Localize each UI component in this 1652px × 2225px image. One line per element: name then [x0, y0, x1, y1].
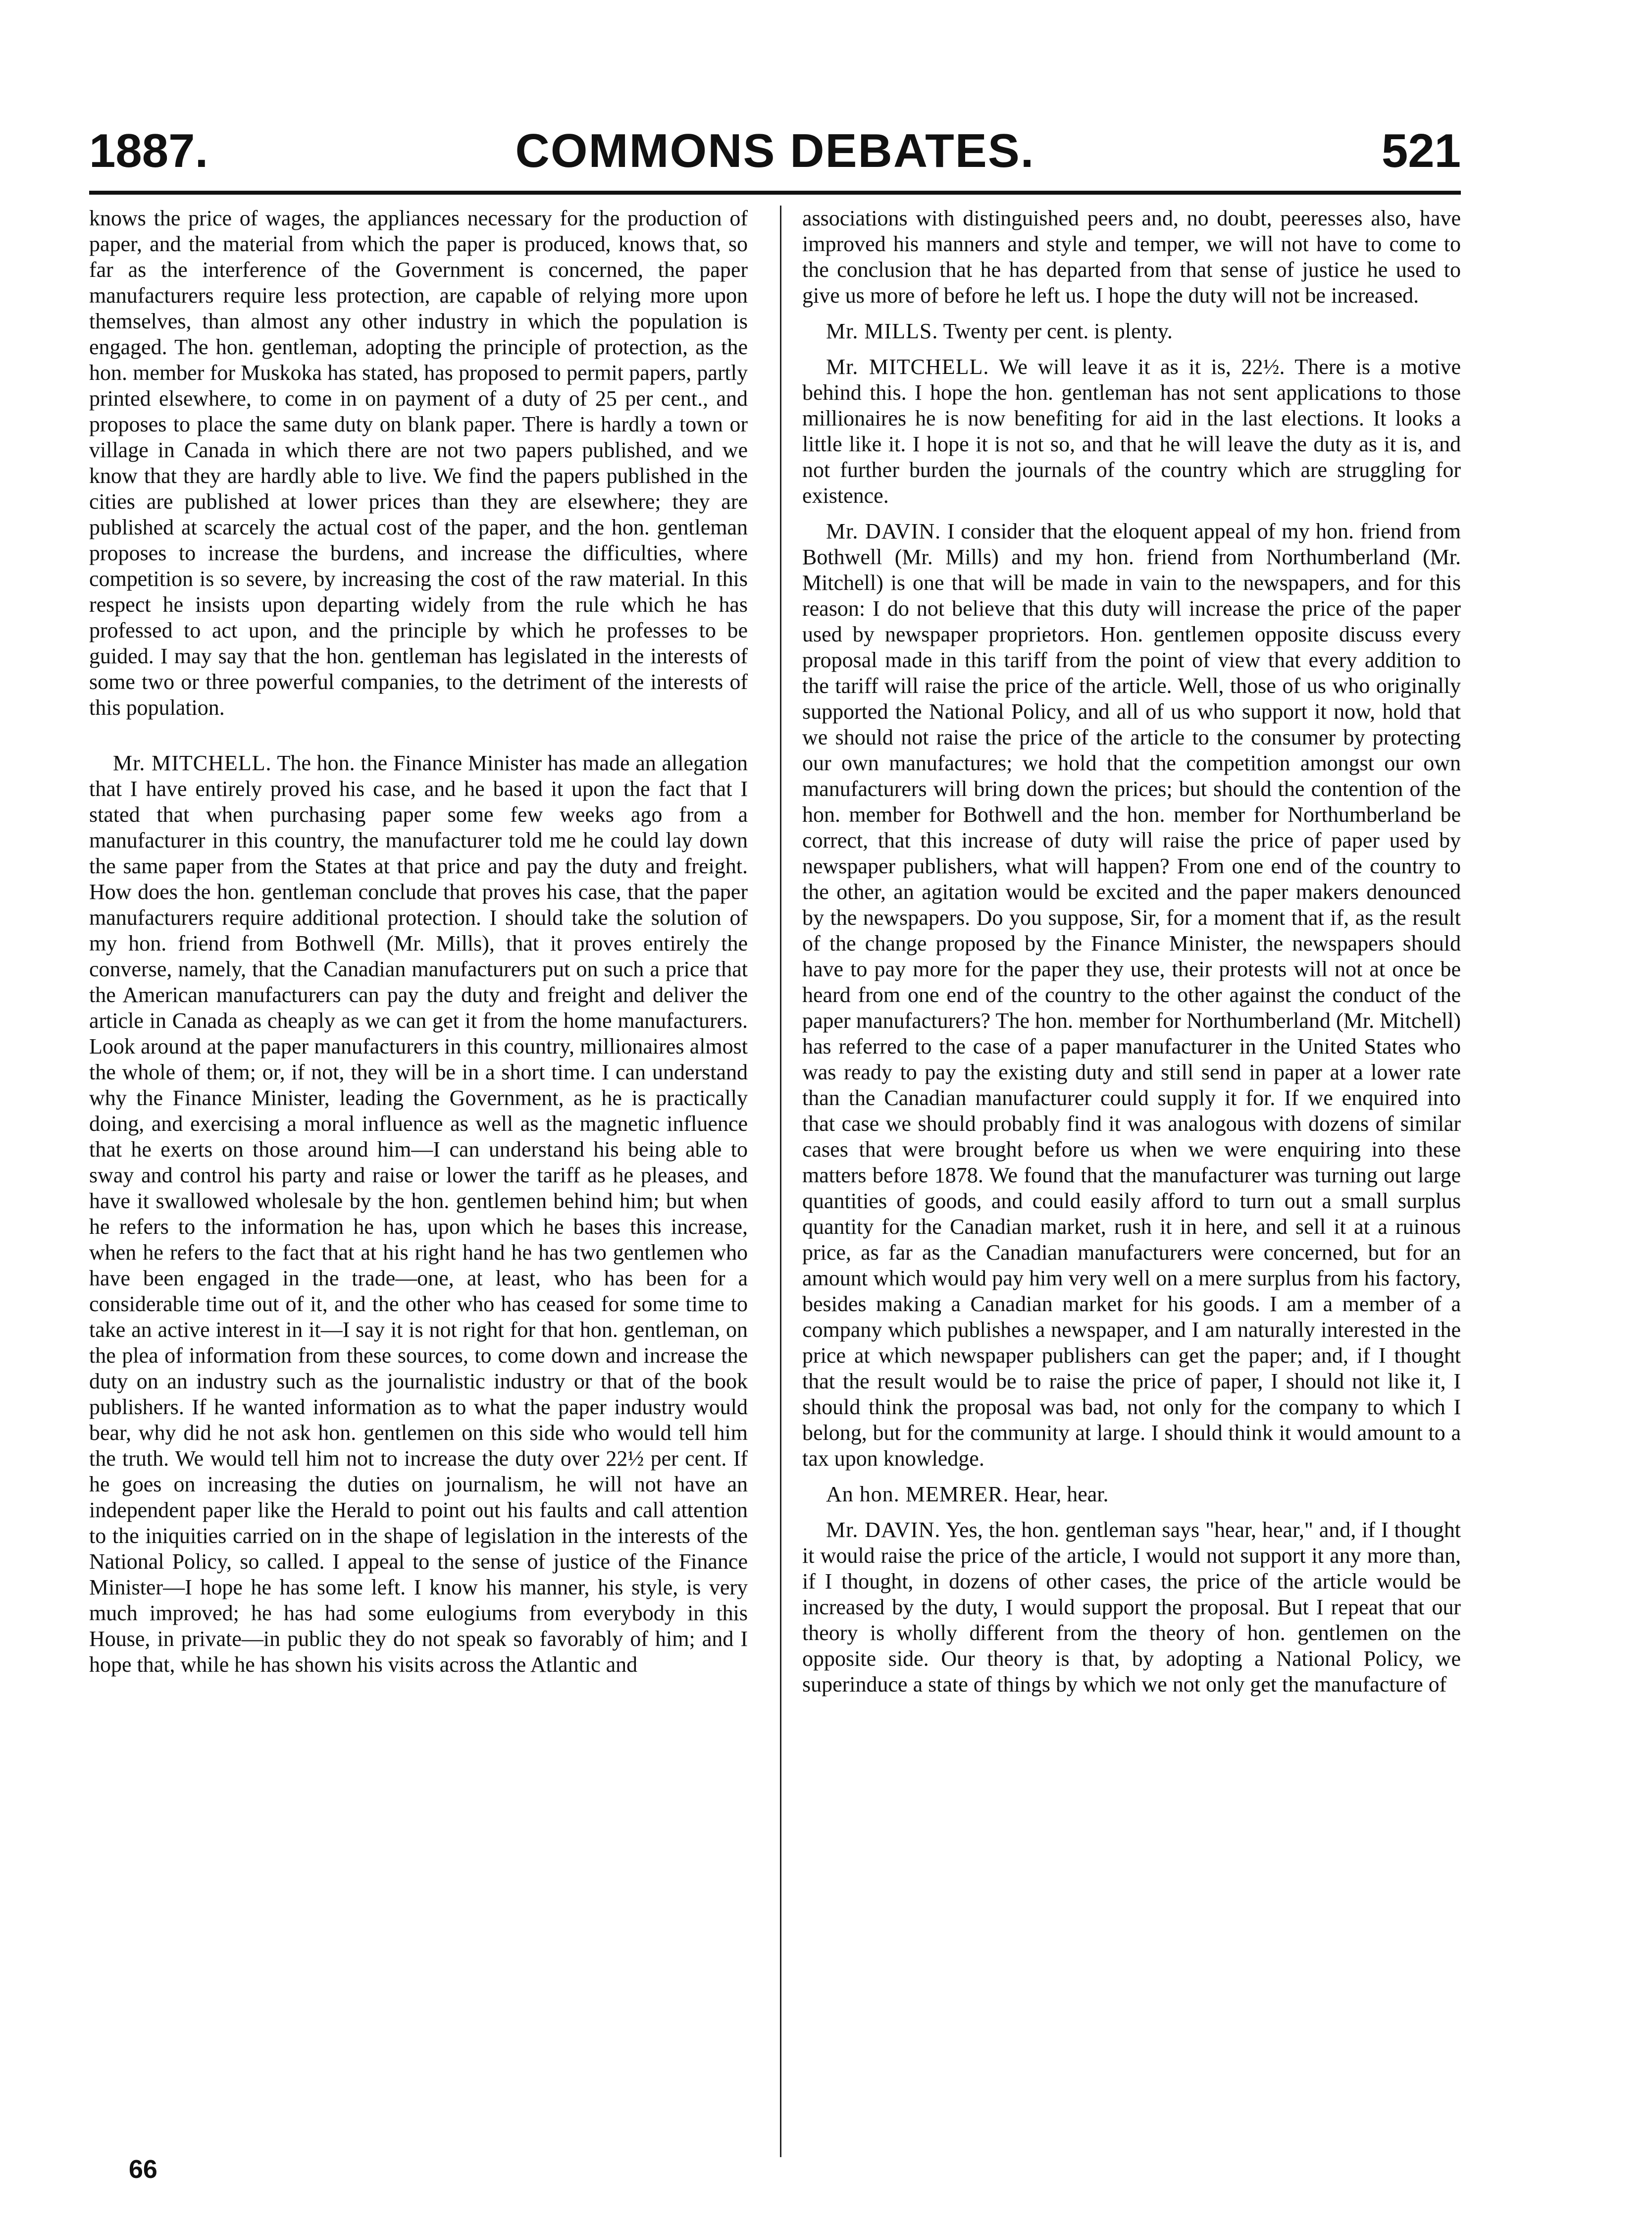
speaker-name: Mr. MILLS. — [826, 319, 938, 343]
speaker-name: An hon. MEMRER. — [826, 1482, 1009, 1506]
paragraph-text: Hear, hear. — [1014, 1482, 1109, 1506]
paragraph — [89, 206, 748, 721]
paragraph-text: We will leave it as it is, 22½. There is a motive behind this. I hope the hon. gentleman has not sent applications to those millionaires he is now benefiting for aid in the last elections. It looks a little like it. I hope it is not so, and that he will leave the duty as it is, and not further burden the journals of the country which are struggling for existence. — [802, 355, 1461, 508]
left-column — [89, 206, 748, 1678]
paragraph — [802, 1482, 1461, 1507]
signature-mark: 66 — [129, 2155, 157, 2184]
right-column — [802, 206, 1461, 1697]
header-page-number: 521 — [1381, 124, 1461, 177]
paragraph-text: knows the price of wages, the appliances necessary for the production of paper, and the material from which the paper is produced, knows that, so far as the interference of the Government is concerned, the paper manufacturers require less protection, are capable of relying more upon themselves, than almost any other industry in which the population is engaged. The hon. gentleman, adopting the principle of protection, as the hon. member for Muskoka has stated, has proposed to permit papers, partly printed elsewhere, to come in on payment of a duty of 25 per cent., and proposes to place the same duty on blank paper. There is hardly a town or village in Canada in which there are not two papers published, and we know that they are hardly able to live. We find the papers published in the cities are published at lower prices than they are elsewhere; they are published at scarcely the actual cost of the paper, and the hon. gentleman proposes to increase the burdens, and increase the difficulties, where competition is so severe, by increasing the cost of the raw material. In this respect he insists upon departing widely from the rule which he has professed to act upon, and the principle by which he professes to be guided. I may say that the hon. gentleman has legislated in the interests of some two or three powerful companies, to the detriment of the interests of this population. — [89, 206, 748, 720]
header-title: COMMONS DEBATES. — [515, 124, 1035, 177]
page-header — [89, 124, 1461, 188]
paragraph-text: The hon. the Finance Minister has made an allegation that I have entirely proved his case, and he based it upon the fact that I stated that when purchasing paper some few weeks ago from a manufacturer in this country, the manufacturer told me he could lay down the same paper from the States at that price and pay the duty and freight. How does the hon. gentleman conclude that proves his case, that the paper manufacturers require additional protection. I should take the solution of my hon. friend from Bothwell (Mr. Mills), that it proves entirely the converse, namely, that the Canadian manufacturers put on such a price that the American manufacturers can pay the duty and freight and deliver the article in Canada as cheaply as we can get it from the home manufacturers. Look around at the paper manufacturers in this country, millionaires almost the whole of them; or, if not, they will be in a short time. I can understand why the Finance Minister, leading the Government, as he is practically doing, and exercising a moral influence as well as the magnetic influence that he exerts on those around him—I can understand his being able to sway and control his party and raise or lower the tariff as he pleases, and have it swallowed wholesale by the hon. gentlemen behind him; but when he refers to the information he has, upon which he bases this increase, when he refers to the fact that at his right hand he has two gentlemen who have been engaged in the trade—one, at least, who has been for a considerable time out of it, and the other who has ceased for some time to take an active interest in it—I say it is not right for that hon. gentleman, on the plea of information from these sources, to come down and increase the duty on an industry such as the journalistic industry or that of the book publishers. If he wanted information as to what the paper industry would bear, why did he not ask hon. gentlemen on this side who would tell him the truth. We would tell him not to increase the duty over 22½ per cent. If he goes on increasing the duties on journalism, he will not have an independent paper like the Herald to point out his faults and call attention to the iniquities carried on in the shape of legislation in the interests of the National Policy, so called. I appeal to the sense of justice of the Finance Minister—I hope he has some left. I know his manner, his style, is very much improved; he has had some eulogiums from everybody in this House, in private—in public they do not speak so favorably of him; and I hope that, while he has shown his visits across the Atlantic and — [89, 751, 748, 1677]
speaker-name: Mr. DAVIN. — [826, 1518, 941, 1542]
column-divider — [780, 206, 781, 2157]
paragraph — [802, 1517, 1461, 1697]
paragraph — [802, 354, 1461, 509]
speaker-name: Mr. MITCHELL. — [826, 355, 989, 379]
paragraph — [802, 318, 1461, 344]
paragraph-text: I consider that the eloquent appeal of my hon. friend from Bothwell (Mr. Mills) and my hon. friend from Northumberland (Mr. Mitchell) is one that will be made in vain to the newspapers, and for this reason: I do not believe that this duty will increase the price of the paper used by newspaper proprietors. Hon. gentlemen opposite discuss every proposal made in this tariff from the point of view that every addition to the tariff will raise the price of the article. Well, those of us who originally supported the National Policy, and all of us who support it now, hold that we should not raise the price of the article to the consumer by protecting our own manufactures; we hold that the competition amongst our own manufacturers will bring down the prices; but should the contention of the hon. member for Bothwell and the hon. member for Northumberland be correct, that this increase of duty will raise the price of paper used by newspaper publishers, what will happen? From one end of the country to the other, an agitation would be excited and the paper makers denounced by the newspapers. Do you suppose, Sir, for a moment that if, as the result of the change proposed by the Finance Minister, the newspapers should have to pay more for the paper they use, their protests will not at once be heard from one end of the country to the other against the conduct of the paper manufacturers? The hon. member for Northumberland (Mr. Mitchell) has referred to the case of a paper manufacturer in the United States who was ready to pay the existing duty and still send in paper at a lower rate than the Canadian manufacturer could supply it for. If we enquired into that case we should probably find it was analogous with dozens of similar cases that were brought before us when we were enquiring into these matters before 1878. We found that the manufacturer was turning out large quantities of goods, and could easily afford to turn out a small surplus quantity for the Canadian market, rush it in here, and sell it at a ruinous price, as far as the Canadian manufacturers were concerned, but for an amount which would pay him very well on a mere surplus from his factory, besides making a Canadian market for his goods. I am a member of a company which publishes a newspaper, and I am naturally interested in the price at which newspaper publishers can get the paper; and, if I thought that the result would be to raise the price of paper, I should not like it, I should think the proposal was bad, not only for the company to which I belong, but for the community at large. I should think it would amount to a tax upon knowledge. — [802, 519, 1461, 1471]
speaker-name: Mr. MITCHELL. — [113, 751, 272, 775]
paragraph — [802, 206, 1461, 309]
paragraph-text: associations with distinguished peers and, no doubt, peeresses also, have improved his manners and style and temper, we will not have to come to the conclusion that he has departed from that sense of justice he used to give us more of before he left us. I hope the duty will not be increased. — [802, 206, 1461, 308]
speaker-name: Mr. DAVIN. — [826, 519, 941, 543]
header-rule — [89, 191, 1461, 195]
header-year: 1887. — [89, 124, 208, 177]
paragraph-text: Twenty per cent. is plenty. — [943, 319, 1173, 343]
paragraph — [802, 519, 1461, 1472]
paragraph-text: Yes, the hon. gentleman says "hear, hear," and, if I thought it would raise the price of the article, I would not support it any more than, if I thought, in dozens of other cases, the price of the article would be increased by the duty, I would support the proposal. But I repeat that our theory is wholly different from the theory of hon. gentlemen on the opposite side. Our theory is that, by adopting a National Policy, we superinduce a state of things by which we not only get the manufacture of — [802, 1518, 1461, 1696]
paragraph — [89, 750, 748, 1678]
